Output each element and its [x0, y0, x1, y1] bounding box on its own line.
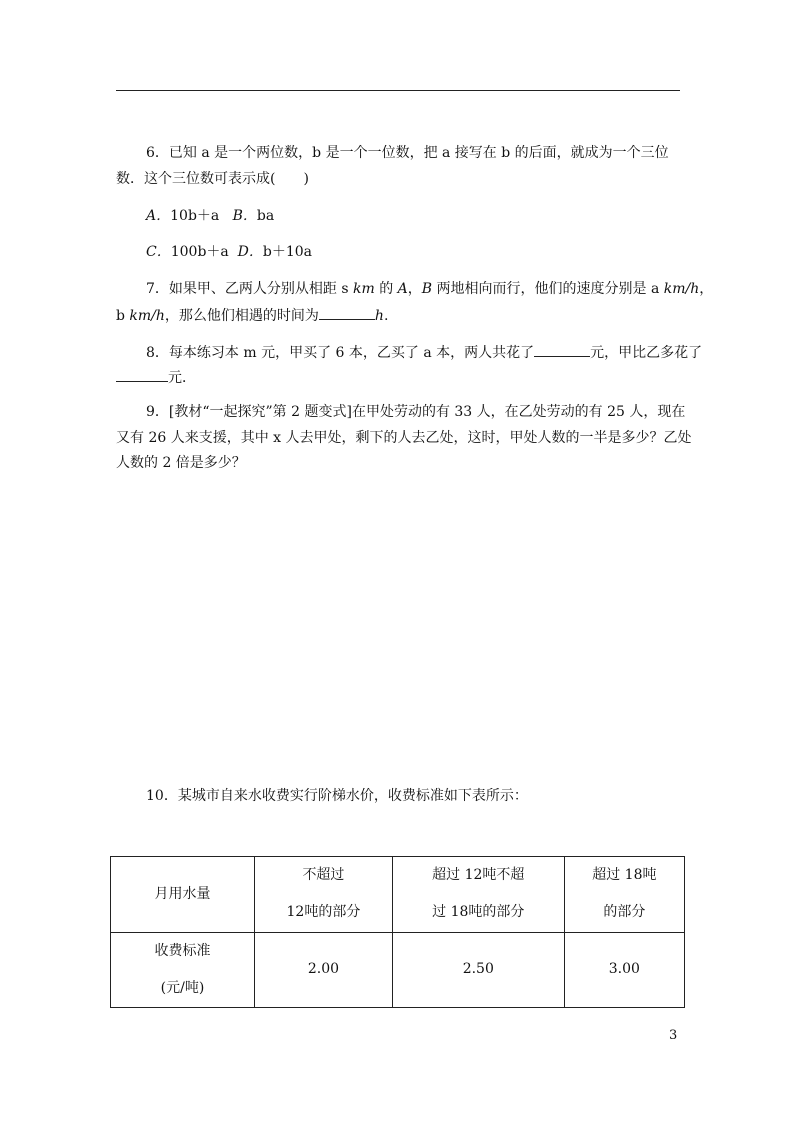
table-cell-price1: 2.00 — [255, 932, 393, 1008]
water-fee-table — [110, 856, 685, 1008]
q9-line3: 人数的 2 倍是多少？ — [116, 455, 246, 471]
answer-blank[interactable] — [116, 367, 168, 382]
table-cell-price2: 2.50 — [392, 932, 564, 1008]
q7-text: ， — [407, 281, 422, 297]
q7-text: ， — [699, 281, 714, 297]
q7-unit-h: h — [374, 308, 384, 324]
table-header-tier3 — [564, 857, 684, 933]
q9-line2: 又有 26 人来支援，其中 x 人去甲处，剩下的人去乙处，这时，甲处人数的一半是多少？乙处 — [116, 430, 692, 446]
q7-text: ，那么他们相遇的时间为 — [164, 308, 319, 324]
option-b-label: B． — [232, 208, 257, 224]
q7-unit-kmh: km/h — [129, 308, 165, 324]
q7-point-b: B — [421, 281, 433, 297]
q7-text: b — [116, 308, 130, 324]
q10-intro: 10．某城市自来水收费实行阶梯水价，收费标准如下表所示： — [146, 788, 528, 804]
q7-unit-kmh: km/h — [663, 281, 700, 297]
option-c-text: 100b＋a — [170, 244, 229, 260]
q7-text: 的 — [374, 281, 398, 297]
q7-line1 — [146, 279, 713, 299]
table-cell-text: 收费标准 — [154, 942, 211, 959]
q6-line1: 6．已知 a 是一个两位数，b 是一个一位数，把 a 接写在 b 的后面，就成为一个三位 — [146, 145, 669, 161]
option-d-text: b＋10a — [262, 244, 313, 260]
q7-text: . — [383, 308, 389, 324]
q9-line1: 9．[教材“一起探究”第 2 题变式]在甲处劳动的有 33 人，在乙处劳动的有 25 人，现在 — [146, 404, 686, 420]
q8-text: 元． — [168, 370, 196, 386]
q6-line2: 数．这个三位数可表示成( ) — [116, 171, 309, 187]
q8-text: 元，甲比乙多花了 — [590, 345, 703, 361]
table-cell-text: 超过 12吨不超 — [432, 867, 525, 884]
q6-options-ab — [146, 206, 274, 226]
q7-unit-km: km — [353, 281, 375, 297]
table-cell-text: 不超过 — [302, 867, 345, 884]
q6-options-cd — [146, 242, 312, 262]
table-row — [111, 857, 685, 933]
table-cell-price3: 3.00 — [564, 932, 684, 1008]
q8-line2 — [116, 367, 196, 388]
q8-line1 — [146, 342, 702, 363]
q8-text: 8．每本练习本 m 元，甲买了 6 本，乙买了 a 本，两人共花了 — [146, 345, 535, 361]
table-cell-text: (元/吨) — [160, 979, 205, 996]
table-cell-text: 的部分 — [603, 904, 646, 921]
option-d-label: D． — [237, 244, 263, 260]
option-a-text: 10b＋a — [170, 208, 220, 224]
table-cell-text: 12吨的部分 — [286, 904, 361, 921]
table-header-usage — [111, 857, 255, 933]
header-rule — [116, 90, 680, 91]
table-cell-text: 过 18吨的部分 — [432, 904, 525, 921]
option-a-label: A． — [146, 208, 171, 224]
table-cell-text: 超过 18吨 — [592, 867, 657, 884]
q7-text: 7．如果甲、乙两人分别从相距 s — [146, 281, 353, 297]
table-row — [111, 932, 685, 1008]
table-header-tier2 — [392, 857, 564, 933]
answer-blank[interactable] — [319, 305, 375, 320]
table-header-tier1 — [255, 857, 393, 933]
q7-line2 — [116, 305, 388, 326]
option-c-label: C． — [146, 244, 171, 260]
page-number: 3 — [669, 1028, 678, 1043]
table-header-price — [111, 932, 255, 1008]
table-cell-text: 月用水量 — [154, 885, 211, 902]
q7-point-a: A — [397, 281, 408, 297]
q7-text: 两地相向而行，他们的速度分别是 a — [432, 281, 664, 297]
option-b-text: ba — [256, 208, 275, 224]
answer-blank[interactable] — [534, 342, 590, 357]
